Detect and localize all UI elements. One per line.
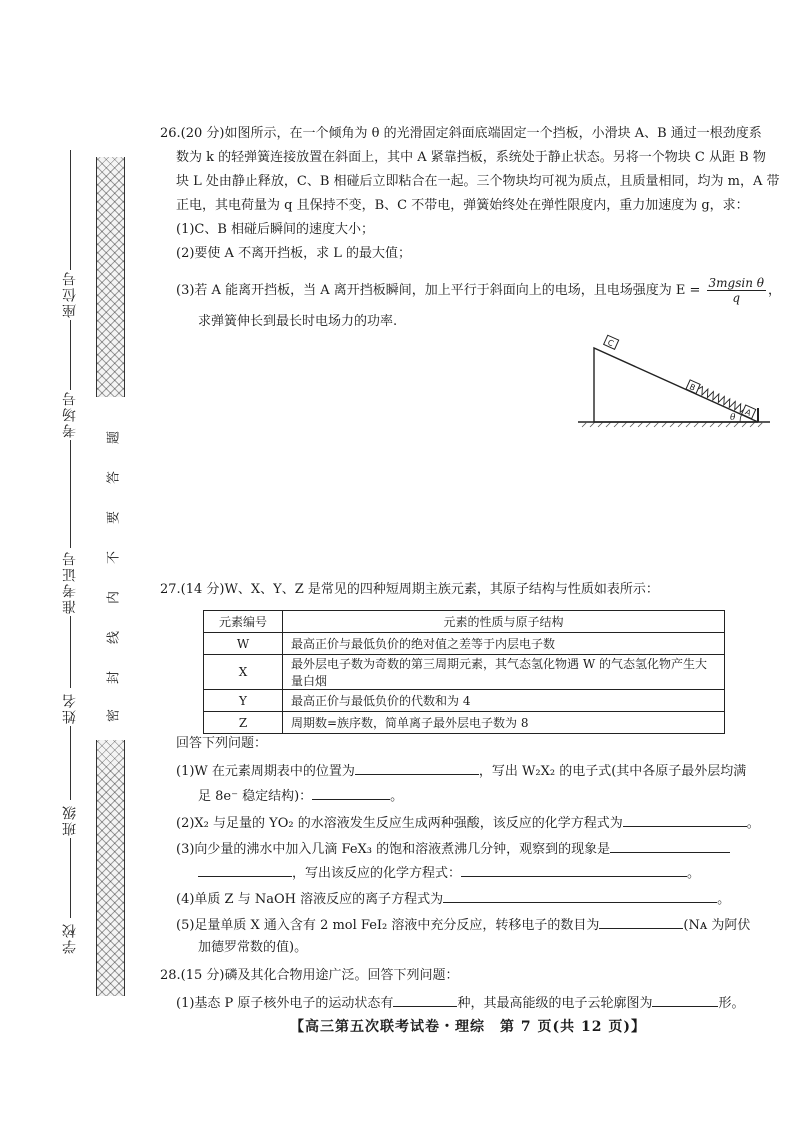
table-cell: 最高正价与最低负价的代数和为 4 [283, 690, 725, 712]
school-label: 学校 [62, 922, 78, 954]
name-label: 姓名 [62, 692, 78, 724]
q27-part-3-text-b: ，写出该反应的化学方程式： [292, 866, 462, 881]
seal-char: 要 [106, 511, 122, 525]
q27-part-1 [176, 760, 746, 782]
table-cell: Z [204, 712, 283, 734]
q26-sub-2: (2)要使 A 不离开挡板，求 L 的最大值； [176, 246, 411, 261]
q26-sub-3-comma: ， [767, 283, 781, 298]
table-row [204, 633, 725, 655]
answer-blank[interactable] [198, 862, 292, 877]
q27-part-2-end: 。 [746, 816, 760, 831]
class-line [70, 726, 71, 800]
block-a-label: A [743, 407, 753, 418]
table-cell: 周期数=族序数，简单离子最外层电子数为 8 [283, 712, 725, 734]
q27-part-1-cont [198, 785, 403, 807]
page-footer: 【高三第五次联考试卷・理综 第 7 页(共 12 页)】 [290, 1019, 646, 1035]
table-row [204, 655, 725, 690]
q27-part-1-text-c: 足 8e⁻ 稳定结构)： [198, 789, 313, 804]
ticket-number-line [70, 440, 71, 548]
q27-part-3 [176, 838, 730, 860]
q27-answer-prompt: 回答下列问题： [176, 736, 268, 751]
table-header-row [204, 611, 725, 633]
table-row [204, 712, 725, 734]
incline-figure [574, 334, 774, 434]
q26-line-3: 块 L 处由静止释放，C、B 相碰后立即粘合在一起。三个物块均可视为质点，且质量相同，均为 m，A 带 [176, 174, 780, 189]
fraction-denominator: q [732, 291, 741, 305]
q26-sub-3-text: (3)若 A 能离开挡板，当 A 离开挡板瞬间，加上平行于斜面向上的电场，且电场强度为 E = [176, 283, 701, 298]
answer-blank[interactable] [443, 888, 717, 903]
element-properties-table [203, 610, 725, 734]
exam-room-line [70, 320, 71, 390]
q26-sub-1: (1)C、B 相碰后瞬间的速度大小； [176, 222, 375, 237]
answer-blank[interactable] [652, 992, 718, 1007]
table-cell: 最外层电子数为奇数的第三周期元素，其气态氢化物遇 W 的气态氢化物产生大量白烟 [283, 655, 725, 690]
q27-intro: 27.(14 分)W、X、Y、Z 是常见的四种短周期主族元素，其原子结构与性质如表所示： [160, 582, 659, 597]
school-line [70, 838, 71, 918]
q27-part-1-text-b: ，写出 W₂X₂ 的电子式(其中各原子最外层均满 [478, 764, 747, 779]
class-label: 班级 [62, 804, 78, 836]
exam-room-label: 考场号 [62, 390, 78, 438]
answer-blank[interactable] [461, 862, 687, 877]
table-cell: 最高正价与最低负价的绝对值之差等于内层电子数 [283, 633, 725, 655]
q26-line-2: 数为 k 的轻弹簧连接放置在斜面上，其中 A 紧靠挡板，系统处于静止状态。另将一个物块 C 从距 B 物 [176, 150, 766, 165]
answer-blank[interactable] [355, 760, 479, 775]
seal-char: 答 [106, 471, 122, 485]
q28-part-1 [176, 992, 744, 1014]
seal-char: 密 [106, 709, 122, 723]
seal-char: 题 [106, 431, 122, 445]
angle-theta-label: θ [730, 413, 736, 423]
q27-part-5-cont: 加德罗常数的值)。 [198, 940, 308, 955]
table-header: 元素的性质与原子结构 [283, 611, 725, 633]
seat-number-line [70, 150, 71, 270]
q28-intro: 28.(15 分)磷及其化合物用途广泛。回答下列问题： [160, 968, 459, 983]
q28-part-1-end: 形。 [718, 996, 745, 1011]
q26-line-4: 正电，其电荷量为 q 且保持不变，B、C 不带电，弹簧始终处在弹性限度内，重力加速度为 g，求： [176, 198, 749, 213]
answer-blank[interactable] [599, 914, 683, 929]
q27-part-2-text: (2)X₂ 与足量的 YO₂ 的水溶液发生反应生成两种强酸，该反应的化学方程式为 [176, 816, 623, 831]
seal-char: 不 [106, 551, 122, 565]
block-c-label: C [606, 337, 615, 349]
q26-line-1: 26.(20 分)如图所示，在一个倾角为 θ 的光滑固定斜面底端固定一个挡板，小滑块 A、B 通过一根劲度系 [160, 126, 762, 141]
table-cell: W [204, 633, 283, 655]
answer-blank[interactable] [393, 992, 457, 1007]
q28-part-1-text: (1)基态 P 原子核外电子的运动状态有 [176, 996, 394, 1011]
q27-part-5-text: (5)足量单质 X 通入含有 2 mol FeI₂ 溶液中充分反应，转移电子的数目为 [176, 918, 600, 933]
q27-part-1-text: (1)W 在元素周期表中的位置为 [176, 764, 355, 779]
answer-blank[interactable] [312, 785, 390, 800]
table-row [204, 690, 725, 712]
answer-blank[interactable] [623, 812, 747, 827]
seal-char: 线 [106, 631, 122, 645]
q27-part-4 [176, 888, 730, 910]
table-cell: X [204, 655, 283, 690]
q27-part-3-cont [198, 862, 700, 884]
q27-part-4-text: (4)单质 Z 与 NaOH 溶液反应的离子方程式为 [176, 892, 444, 907]
q27-part-2 [176, 812, 760, 834]
q27-part-1-text-d: 。 [390, 789, 404, 804]
q27-part-4-end: 。 [717, 892, 731, 907]
q26-sub-3 [176, 276, 781, 305]
q27-part-3-text: (3)向少量的沸水中加入几滴 FeX₃ 的饱和溶液煮沸几分钟，观察到的现象是 [176, 842, 611, 857]
q27-part-5-text-b: (Nᴀ 为阿伏 [683, 918, 751, 933]
binding-pattern-top [96, 157, 125, 397]
q27-part-3-end: 。 [687, 866, 701, 881]
ticket-number-label: 准考证号 [62, 550, 78, 614]
q26-sub-3-continued: 求弹簧伸长到最长时电场力的功率. [198, 314, 398, 329]
seat-number-label: 座位号 [62, 270, 78, 318]
name-line [70, 616, 71, 688]
table-cell: Y [204, 690, 283, 712]
binding-pattern-bottom [96, 740, 125, 996]
block-b-label: B [688, 382, 697, 393]
q27-part-5 [176, 914, 750, 936]
field-strength-fraction [707, 276, 766, 305]
table-header: 元素编号 [204, 611, 283, 633]
seal-char: 封 [106, 671, 122, 685]
q28-part-1-text-b: 种，其最高能级的电子云轮廓图为 [457, 996, 653, 1011]
fraction-numerator: 3mgsin θ [708, 276, 764, 290]
seal-char: 内 [106, 591, 122, 605]
answer-blank[interactable] [610, 838, 730, 853]
